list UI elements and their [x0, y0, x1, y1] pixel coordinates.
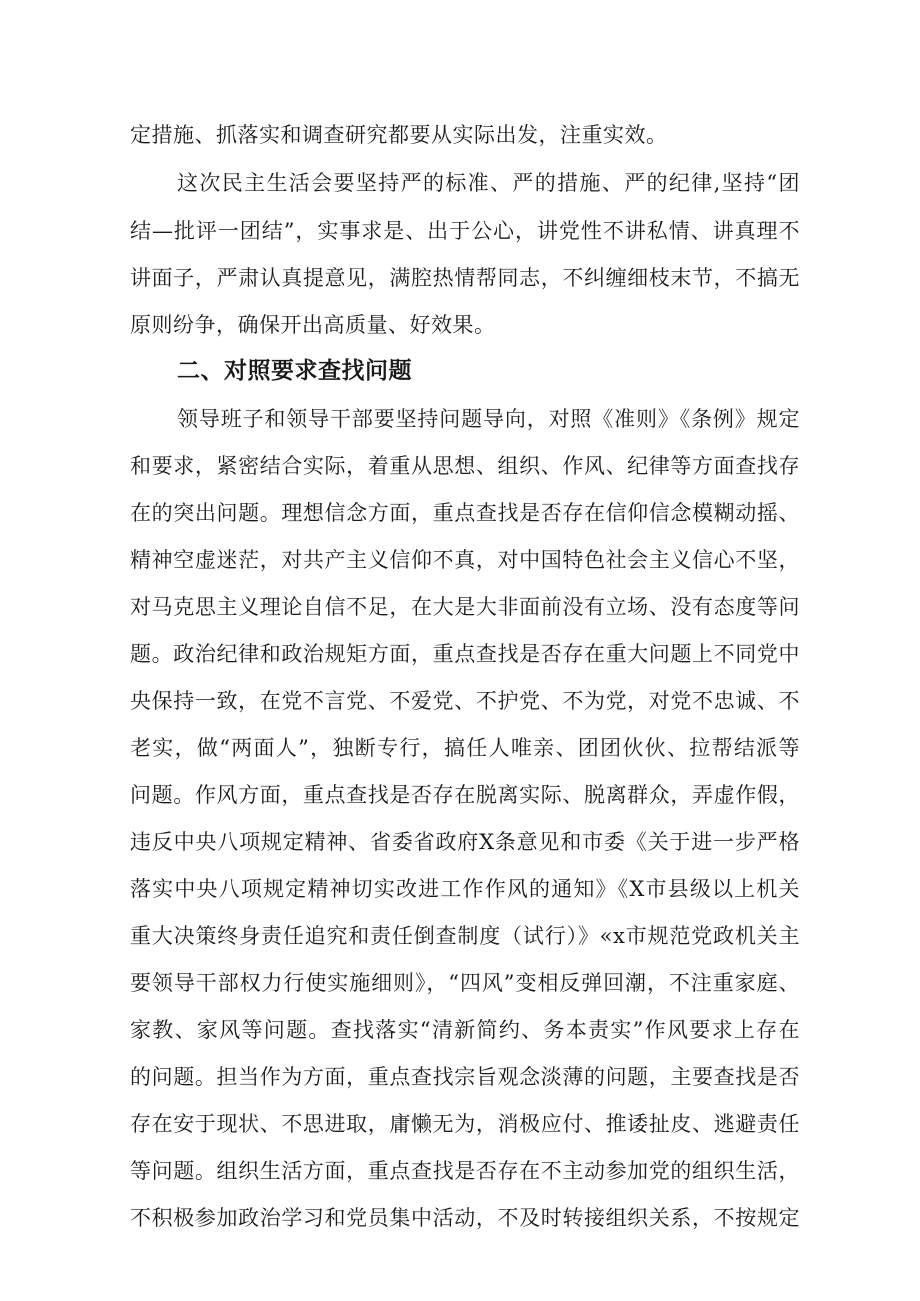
- paragraph-line: 问题。作风方面，重点查找是否存在脱离实际、脱离群众，弄虚作假，: [130, 783, 800, 807]
- paragraph-line: 重大决策终身责任追究和责任倒查制度（试行）》«x市规范党政机关主: [130, 924, 800, 948]
- paragraph-line: 老实，做“两面人”，独断专行，搞任人唯亲、团团伙伙、拉帮结派等: [130, 736, 800, 760]
- paragraph-line: 和要求，紧密结合实际，着重从思想、组织、作风、纪律等方面查找存: [130, 454, 800, 478]
- paragraph-line: 在的突出问题。理想信念方面，重点查找是否存在信仰信念模糊动摇、: [130, 501, 800, 525]
- paragraph-line: 领导班子和领导干部要坚持问题导向，对照《准则》《条例》规定: [177, 407, 800, 431]
- paragraph-line: 精神空虚迷茫，对共产主义信仰不真，对中国特色社会主义信心不坚，: [130, 548, 800, 572]
- section-heading: 二、对照要求查找问题: [177, 358, 412, 384]
- paragraph-line: 的问题。担当作为方面，重点查找宗旨观念淡薄的问题，主要查找是否: [130, 1065, 800, 1089]
- paragraph-line: 结—批评一团结”，实事求是、出于公心，讲党性不讲私情、讲真理不: [130, 219, 800, 243]
- paragraph-line: 央保持一致，在党不言党、不爱党、不护党、不为党，对党不忠诚、不: [130, 689, 800, 713]
- paragraph-line: 存在安于现状、不思进取，庸懒无为，消极应付、推诿扯皮、逃避责任: [130, 1112, 800, 1136]
- paragraph-line: 这次民主生活会要坚持严的标准、严的措施、严的纪律,坚持“团: [177, 171, 800, 195]
- paragraph-line: 定措施、抓落实和调查研究都要从实际出发，注重实效。: [130, 123, 668, 147]
- paragraph-line: 题。政治纪律和政治规矩方面，重点查找是否存在重大问题上不同党中: [130, 642, 800, 666]
- paragraph-line: 要领导干部权力行使实施细则》，“四风”变相反弹回潮，不注重家庭、: [130, 971, 800, 995]
- paragraph-line: 讲面子，严肃认真提意见，满腔热情帮同志，不纠缠细枝末节，不搞无: [130, 266, 800, 290]
- paragraph-line: 违反中央八项规定精神、省委省政府X条意见和市委《关于进一步严格: [130, 830, 800, 854]
- paragraph-line: 等问题。组织生活方面，重点查找是否存在不主动参加党的组织生活，: [130, 1159, 800, 1183]
- paragraph-line: 原则纷争，确保开出高质量、好效果。: [130, 313, 496, 337]
- paragraph-line: 对马克思主义理论自信不足，在大是大非面前没有立场、没有态度等问: [130, 595, 800, 619]
- paragraph-line: 家教、家风等问题。查找落实“清新简约、务本责实”作风要求上存在: [130, 1018, 800, 1042]
- paragraph-line: 不积极参加政治学习和党员集中活动，不及时转接组织关系，不按规定: [130, 1206, 800, 1230]
- paragraph-line: 落实中央八项规定精神切实改进工作作风的通知》《X市县级以上机关: [130, 877, 800, 901]
